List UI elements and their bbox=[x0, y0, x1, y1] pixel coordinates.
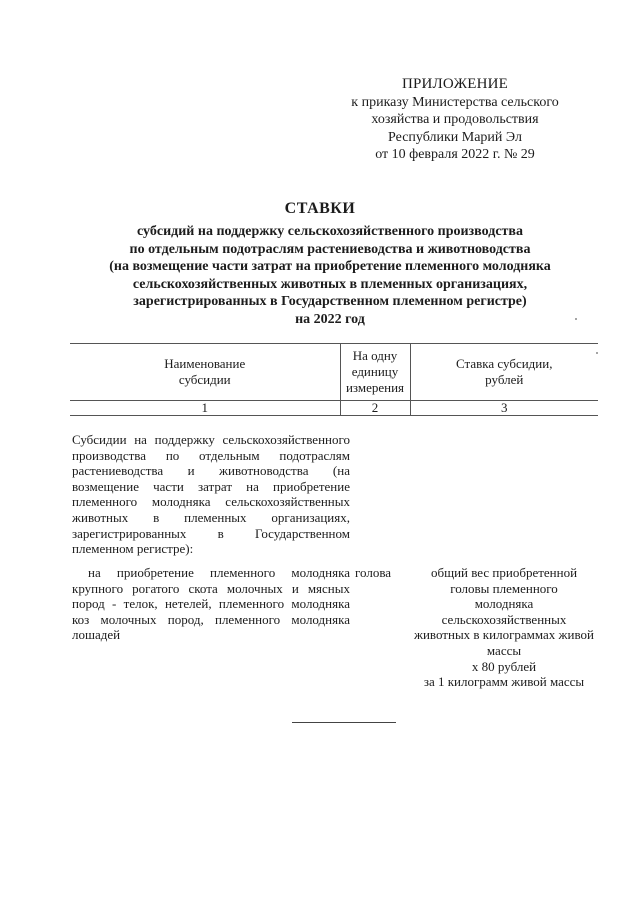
column-header-name: Наименование субсидии bbox=[70, 344, 340, 401]
scan-speck bbox=[575, 318, 577, 320]
document-subtitle bbox=[80, 223, 580, 328]
scan-speck bbox=[596, 352, 598, 354]
column-header-unit: На одну единицу измерения bbox=[340, 344, 410, 401]
appendix-line: от 10 февраля 2022 г. № 29 bbox=[375, 147, 535, 162]
subtitle-line: (на возмещение части затрат на приобретение племенного молодняка bbox=[109, 259, 551, 274]
appendix-line: хозяйства и продовольствия bbox=[371, 112, 539, 127]
document-title: СТАВКИ bbox=[284, 200, 356, 217]
appendix-block bbox=[330, 76, 580, 164]
column-number: 1 bbox=[70, 401, 340, 416]
column-number: 2 bbox=[340, 401, 410, 416]
subsidy-item-description: на приобретение племенного молодняка крупного рогатого скота молочных и мясных пород - телок, нетелей, племенного молодняка коз молочных пород, племенного молодняка лошадей bbox=[72, 565, 350, 643]
subsidy-item-rate: общий вес приобретенной головы племенного молодняка сельскохозяйственных животных в килограммах живой массы х 80 рублей за 1 килограмм живой массы bbox=[413, 565, 595, 690]
appendix-line: Республики Марий Эл bbox=[388, 129, 522, 145]
rates-table-header bbox=[70, 343, 598, 416]
subsidy-intro: Субсидии на поддержку сельскохозяйственного производства по отдельным подотраслям растениеводства и животноводства (на возмещение части затрат на приобретение племенного молодняка сельскохозяйственных животных в племенных организациях, зарегистрированных в Государственном племенном регистре): bbox=[72, 432, 350, 557]
subtitle-line: сельскохозяйственных животных в племенных организациях, bbox=[132, 276, 528, 292]
appendix-heading: ПРИЛОЖЕНИЕ bbox=[401, 76, 509, 92]
subtitle-line: зарегистрированных в Государственном племенном регистре) bbox=[133, 294, 527, 309]
subtitle-line: субсидий на поддержку сельскохозяйственного производства bbox=[137, 224, 523, 239]
column-number: 3 bbox=[410, 401, 598, 416]
appendix-line: к приказу Министерства сельского bbox=[351, 94, 559, 110]
closing-line bbox=[292, 722, 396, 723]
column-number-row bbox=[70, 401, 598, 416]
subtitle-line: по отдельным подотраслям растениеводства и животноводства bbox=[129, 241, 531, 257]
subtitle-line: на 2022 год bbox=[295, 311, 365, 327]
column-header-rate: Ставка субсидии, рублей bbox=[410, 344, 598, 401]
subsidy-item-unit: голова bbox=[355, 565, 392, 580]
table-header-row bbox=[70, 344, 598, 401]
